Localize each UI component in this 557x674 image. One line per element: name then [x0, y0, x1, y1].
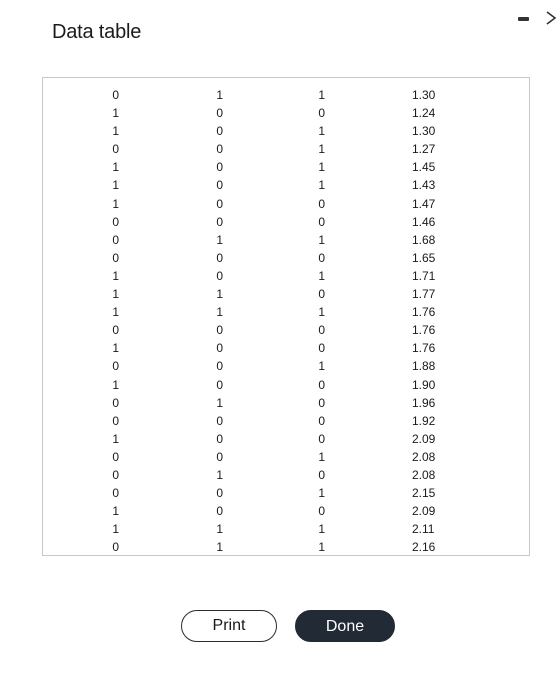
table-cell: 0 [318, 504, 325, 519]
minimize-icon[interactable] [518, 17, 529, 21]
table-row [43, 321, 529, 339]
table-row [43, 249, 529, 267]
table-cell: 0 [216, 214, 223, 229]
table-cell: 0 [216, 160, 223, 175]
table-cell: 0 [216, 196, 223, 211]
table-cell: 0 [216, 250, 223, 265]
table-cell: 1.65 [412, 250, 436, 265]
table-cell: 1 [112, 160, 119, 175]
table-cell: 1 [112, 504, 119, 519]
table-cell: 1 [318, 449, 325, 464]
table-cell: 1.45 [412, 160, 436, 175]
table-cell: 1 [318, 522, 325, 537]
table-cell: 2.08 [412, 467, 436, 482]
table-cell: 2.08 [412, 449, 436, 464]
table-cell: 1.96 [412, 395, 436, 410]
table-cell: 0 [216, 142, 223, 157]
table-cell: 1 [318, 540, 325, 555]
table-cell: 0 [112, 232, 119, 247]
table-row [43, 303, 529, 321]
table-cell: 1 [318, 232, 325, 247]
table-cell: 1.68 [412, 232, 436, 247]
table-row [43, 104, 529, 122]
table-cell: 0 [318, 323, 325, 338]
table-cell: 1 [112, 268, 119, 283]
table-cell: 1.27 [412, 142, 436, 157]
table-row [43, 520, 529, 538]
table-row [43, 412, 529, 430]
table-cell: 1 [216, 467, 223, 482]
table-row [43, 376, 529, 394]
table-cell: 1.30 [412, 88, 436, 102]
table-cell: 0 [216, 449, 223, 464]
table-cell: 1 [318, 142, 325, 157]
table-cell: 1 [112, 341, 119, 356]
table-cell: 1.43 [412, 178, 436, 193]
table-cell: 0 [318, 467, 325, 482]
table-cell: 0 [318, 196, 325, 211]
table-cell: 1.77 [412, 287, 436, 302]
table-cell: 0 [216, 341, 223, 356]
table-cell: 0 [318, 214, 325, 229]
table-cell: 0 [112, 540, 119, 555]
table-cell: 1 [216, 522, 223, 537]
table-cell: 0 [112, 214, 119, 229]
table-cell: 0 [216, 504, 223, 519]
table-cell: 1 [318, 178, 325, 193]
table-row [43, 430, 529, 448]
table-cell: 1 [318, 124, 325, 139]
table-cell: 1 [112, 522, 119, 537]
table-cell: 2.09 [412, 431, 436, 446]
table-row [43, 466, 529, 484]
table-row [43, 484, 529, 502]
table-cell: 0 [216, 377, 223, 392]
table-cell: 1 [318, 305, 325, 320]
table-cell: 1 [216, 232, 223, 247]
table-cell: 1 [216, 88, 223, 102]
table-cell: 0 [112, 486, 119, 501]
table-cell: 1 [216, 305, 223, 320]
table-cell: 1 [112, 431, 119, 446]
table-cell: 0 [216, 323, 223, 338]
table-cell: 0 [112, 142, 119, 157]
table-cell: 0 [216, 268, 223, 283]
table-cell: 0 [112, 250, 119, 265]
table-cell: 0 [318, 250, 325, 265]
table-cell: 2.16 [412, 540, 436, 555]
table-cell: 0 [216, 178, 223, 193]
table-row [43, 502, 529, 520]
table-row [43, 538, 529, 556]
table-cell: 1.88 [412, 359, 436, 374]
table-cell: 1.24 [412, 106, 436, 121]
table-cell: 1 [112, 287, 119, 302]
table-cell: 1 [112, 106, 119, 121]
table-row [43, 394, 529, 412]
table-cell: 0 [112, 413, 119, 428]
table-cell: 1.90 [412, 377, 436, 392]
table-row [43, 448, 529, 466]
table-row [43, 339, 529, 357]
table-cell: 1.76 [412, 323, 436, 338]
table-cell: 0 [112, 395, 119, 410]
table-row [43, 231, 529, 249]
table-cell: 0 [112, 449, 119, 464]
table-cell: 0 [216, 486, 223, 501]
table-cell: 0 [318, 287, 325, 302]
table-row [43, 176, 529, 194]
table-row [43, 86, 529, 104]
table-cell: 1.76 [412, 305, 436, 320]
table-row [43, 213, 529, 231]
table-row [43, 195, 529, 213]
table-cell: 0 [112, 359, 119, 374]
table-cell: 1.92 [412, 413, 436, 428]
table-cell: 0 [318, 431, 325, 446]
table-cell: 1 [112, 377, 119, 392]
table-cell: 0 [318, 413, 325, 428]
table-cell: 0 [318, 341, 325, 356]
table-cell: 1.30 [412, 124, 436, 139]
table-row [43, 158, 529, 176]
table-cell: 1 [112, 178, 119, 193]
table-cell: 1 [318, 359, 325, 374]
data-table-body [43, 86, 529, 556]
table-cell: 1 [112, 305, 119, 320]
data-table-container[interactable] [42, 77, 530, 556]
done-button[interactable]: Done [295, 610, 395, 642]
table-cell: 2.15 [412, 486, 436, 501]
table-cell: 1.46 [412, 214, 436, 229]
table-cell: 0 [318, 106, 325, 121]
table-cell: 1 [318, 268, 325, 283]
table-cell: 0 [216, 431, 223, 446]
table-cell: 2.11 [412, 522, 435, 537]
table-cell: 1 [318, 486, 325, 501]
table-cell: 1 [318, 88, 325, 102]
table-cell: 1 [216, 287, 223, 302]
chevron-close-glyph [544, 8, 557, 28]
table-cell: 0 [216, 106, 223, 121]
table-row [43, 140, 529, 158]
table-row [43, 357, 529, 375]
table-cell: 1 [216, 540, 223, 555]
table-cell: 0 [216, 124, 223, 139]
table-cell: 1.71 [412, 268, 436, 283]
table-cell: 0 [318, 377, 325, 392]
table-cell: 1 [112, 196, 119, 211]
table-cell: 1 [216, 395, 223, 410]
table-cell: 2.09 [412, 504, 436, 519]
table-cell: 1.47 [412, 196, 436, 211]
table-cell: 1 [318, 160, 325, 175]
table-cell: 1.76 [412, 341, 436, 356]
table-row [43, 122, 529, 140]
table-cell: 0 [112, 467, 119, 482]
table-cell: 0 [318, 395, 325, 410]
table-row [43, 267, 529, 285]
print-button[interactable]: Print [181, 610, 277, 642]
table-cell: 0 [112, 88, 119, 102]
table-cell: 1 [112, 124, 119, 139]
table-cell: 0 [216, 359, 223, 374]
dialog-title: Data table [52, 21, 142, 43]
close-icon[interactable] [544, 8, 557, 28]
table-cell: 0 [112, 323, 119, 338]
data-table [43, 86, 529, 556]
table-cell: 0 [216, 413, 223, 428]
table-row [43, 285, 529, 303]
